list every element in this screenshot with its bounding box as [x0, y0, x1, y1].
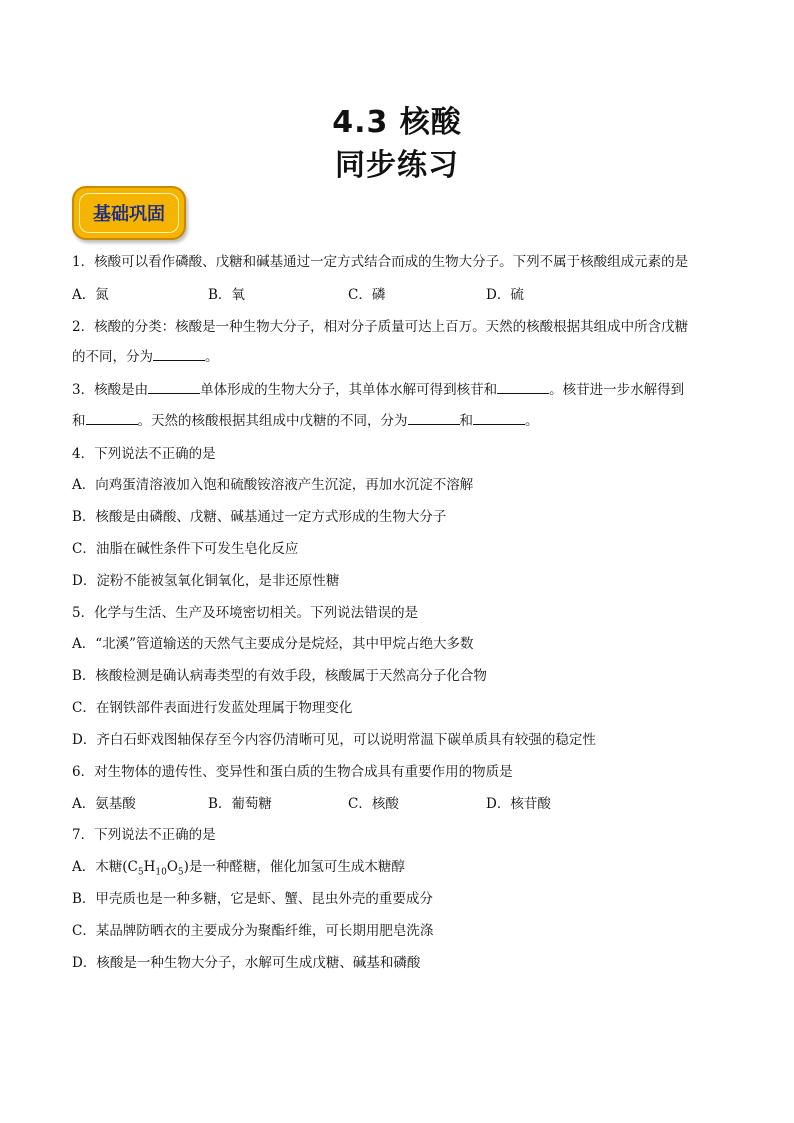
q7a-sub-1: 5 — [137, 867, 144, 878]
q3-text-f: 和 — [459, 413, 473, 429]
q5-option-b: B．核酸检测是确认病毒类型的有效手段，核酸属于天然高分子化合物 — [72, 668, 487, 684]
q4-option-a: A．向鸡蛋清溶液加入饱和硫酸铵溶液产生沉淀，再加水沉淀不溶解 — [72, 477, 474, 493]
answer-blank[interactable] — [86, 412, 138, 425]
q7a-text-1: A．木糖(C — [72, 859, 138, 875]
q7a-text-4: )是一种醛糖，催化加氢可生成木糖醇 — [183, 859, 405, 875]
question-3-line-1 — [72, 378, 684, 398]
q2-text-a: 的不同，分为 — [72, 349, 153, 365]
page-subtitle: 同步练习 — [335, 148, 459, 183]
question-7-stem: 7．下列说法不正确的是 — [72, 827, 216, 843]
q5-option-d: D．齐白石虾戏图轴保存至今内容仍清晰可见，可以说明常温下碳单质具有较强的稳定性 — [72, 732, 596, 748]
q7-option-d: D．核酸是一种生物大分子，水解可生成戊糖、碱基和磷酸 — [72, 955, 421, 971]
q6-option-b: B．葡萄糖 — [208, 796, 272, 812]
q1-option-a: A．氮 — [72, 287, 109, 303]
question-4-stem: 4．下列说法不正确的是 — [72, 446, 216, 462]
answer-blank[interactable] — [497, 381, 549, 394]
q4-option-c: C．油脂在碱性条件下可发生皂化反应 — [72, 541, 299, 557]
q1-option-c: C．磷 — [348, 287, 386, 303]
q3-text-b: 单体形成的生物大分子，其单体水解可得到核苷和 — [200, 382, 498, 398]
answer-blank[interactable] — [153, 348, 205, 361]
q2-text-b: 。 — [205, 349, 219, 365]
q6-option-d: D．核苷酸 — [486, 796, 551, 812]
q7a-sub-3: 5 — [177, 867, 184, 878]
answer-blank[interactable] — [408, 412, 460, 425]
q5-option-a: A．“北溪”管道输送的天然气主要成分是烷烃，其中甲烷占绝大多数 — [72, 636, 474, 652]
question-5-stem: 5．化学与生活、生产及环境密切相关。下列说法错误的是 — [72, 605, 419, 621]
q7a-text-2: H — [143, 859, 156, 875]
q7a-sub-2: 10 — [155, 867, 167, 878]
q7-option-c: C．某品牌防晒衣的主要成分为聚酯纤维，可长期用肥皂洗涤 — [72, 923, 434, 939]
q1-option-d: D．硫 — [486, 287, 524, 303]
question-1-stem: 1．核酸可以看作磷酸、戊糖和碱基通过一定方式结合而成的生物大分子。下列不属于核酸组成元素的是 — [72, 254, 689, 270]
question-3-line-2 — [72, 409, 539, 429]
q1-option-b: B．氧 — [208, 287, 245, 303]
q3-text-g: 。 — [525, 413, 539, 429]
answer-blank[interactable] — [148, 381, 200, 394]
q7a-text-3: O — [166, 859, 178, 875]
q3-text-e: 。天然的核酸根据其组成中戊糖的不同，分为 — [137, 413, 408, 429]
question-6-stem: 6．对生物体的遗传性、变异性和蛋白质的生物合成具有重要作用的物质是 — [72, 764, 513, 780]
question-2-line-2 — [72, 345, 219, 365]
q3-text-c: 。核苷进一步水解得到 — [549, 382, 685, 398]
q6-option-a: A．氨基酸 — [72, 796, 136, 812]
q7-option-a — [72, 855, 405, 878]
q3-text-a: 3．核酸是由 — [72, 382, 149, 398]
q3-text-d: 和 — [72, 413, 86, 429]
question-2-line-1: 2．核酸的分类：核酸是一种生物大分子，相对分子质量可达上百万。天然的核酸根据其组成中所含戊糖 — [72, 319, 689, 335]
q4-option-b: B．核酸是由磷酸、戊糖、碱基通过一定方式形成的生物大分子 — [72, 509, 447, 525]
page-title: 4.3 核酸 — [332, 105, 462, 140]
q5-option-c: C．在钢铁部件表面进行发蓝处理属于物理变化 — [72, 700, 353, 716]
section-label: 基础巩固 — [93, 204, 165, 225]
q4-option-d: D．淀粉不能被氢氧化铜氧化，是非还原性糖 — [72, 573, 340, 589]
answer-blank[interactable] — [473, 412, 525, 425]
section-badge — [72, 186, 186, 240]
q7-option-b: B．甲壳质也是一种多糖，它是虾、蟹、昆虫外壳的重要成分 — [72, 891, 433, 907]
q6-option-c: C．核酸 — [348, 796, 399, 812]
